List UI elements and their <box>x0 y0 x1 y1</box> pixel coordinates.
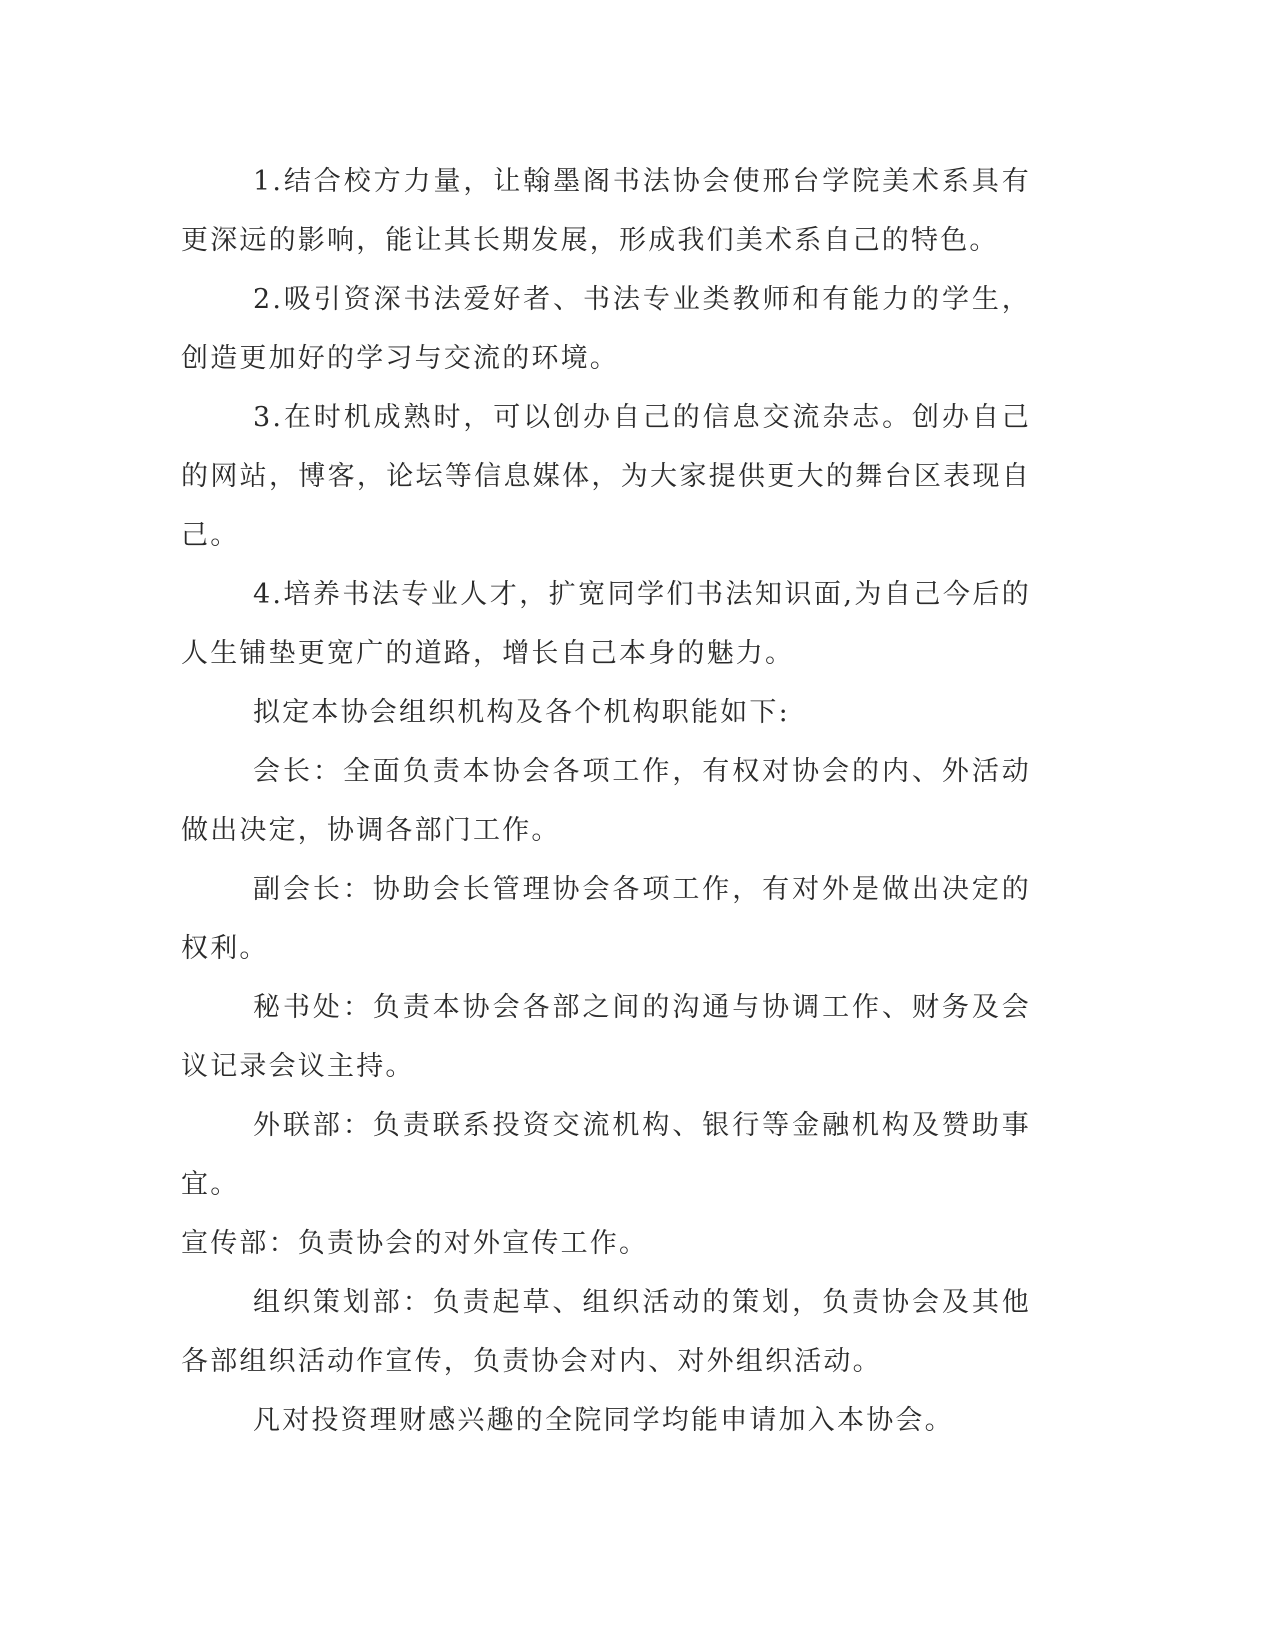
paragraph-publicity: 宣传部：负责协会的对外宣传工作。 <box>181 1228 649 1259</box>
paragraph-goal-3: 3.在时机成熟时，可以创办自己的信息交流杂志。创办自己的网站，博客，论坛等信息媒体，为大家提供更大的舞台区表现自己。 <box>181 402 1031 551</box>
paragraph-planning: 组织策划部：负责起草、组织活动的策划，负责协会及其他各部组织活动作宣传，负责协会对内、对外组织活动。 <box>181 1287 1031 1377</box>
paragraph-goal-1: 1.结合校方力量，让翰墨阁书法协会使邢台学院美术系具有更深远的影响，能让其长期发展，形成我们美术系自己的特色。 <box>181 166 1031 256</box>
paragraph-secretariat: 秘书处：负责本协会各部之间的沟通与协调工作、财务及会议记录会议主持。 <box>181 992 1031 1082</box>
paragraph-structure-intro: 拟定本协会组织机构及各个机构职能如下: <box>253 697 790 728</box>
paragraph-external-relations: 外联部：负责联系投资交流机构、银行等金融机构及赞助事宜。 <box>181 1110 1031 1200</box>
paragraph-vice-president: 副会长：协助会长管理协会各项工作，有对外是做出决定的权利。 <box>181 874 1031 964</box>
paragraph-membership: 凡对投资理财感兴趣的全院同学均能申请加入本协会。 <box>253 1405 954 1436</box>
paragraph-president: 会长：全面负责本协会各项工作，有权对协会的内、外活动做出决定，协调各部门工作。 <box>181 756 1031 846</box>
paragraph-goal-4: 4.培养书法专业人才，扩宽同学们书法知识面,为自己今后的人生铺垫更宽广的道路，增长自己本身的魅力。 <box>181 579 1031 669</box>
document-body <box>181 152 1031 1450</box>
paragraph-goal-2: 2.吸引资深书法爱好者、书法专业类教师和有能力的学生，创造更加好的学习与交流的环境。 <box>181 284 1031 374</box>
